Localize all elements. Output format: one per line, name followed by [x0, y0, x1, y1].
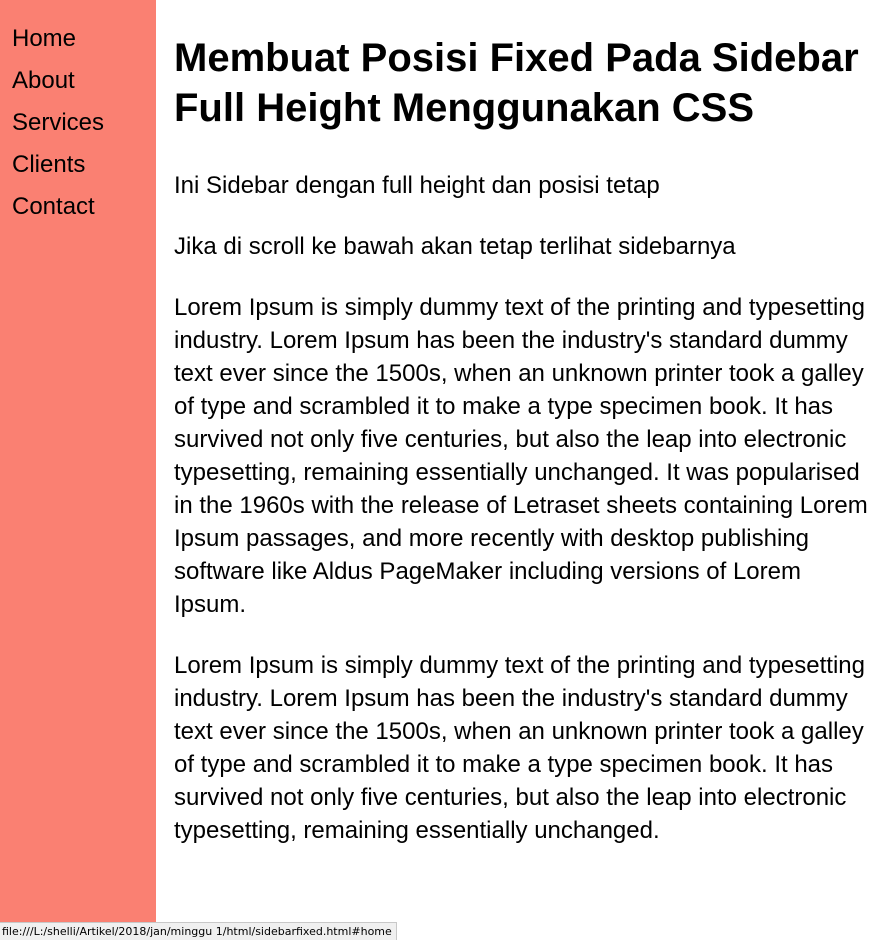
sidebar-item-home: [0, 20, 156, 62]
main-content: [174, 0, 874, 847]
sidebar-item-about: [0, 62, 156, 104]
lorem-paragraph-1: Lorem Ipsum is simply dummy text of the printing and typesetting industry. Lorem Ipsum has been the industry's standard dummy text ever since the 1500s, when an unknown printer took a galley of type and scrambled it to make a type specimen book. It has survived not only five centuries, but also the leap into electronic typesetting, remaining essentially unchanged. It was popularised in the 1960s with the release of Letraset sheets containing Lorem Ipsum passages, and more recently with desktop publishing software like Aldus PageMaker including versions of Lorem Ipsum.: [174, 294, 868, 618]
sidebar-item-clients: [0, 146, 156, 188]
sidebar-link-home[interactable]: Home: [12, 25, 77, 52]
sidebar-menu: [0, 0, 156, 230]
sidebar-link-about[interactable]: About: [12, 67, 75, 94]
sidebar-item-contact: [0, 188, 156, 230]
sidebar-link-clients[interactable]: Clients: [12, 151, 86, 178]
lorem-paragraph-2: Lorem Ipsum is simply dummy text of the printing and typesetting industry. Lorem Ipsum has been the industry's standard dummy text ever since the 1500s, when an unknown printer took a galley of type and scrambled it to make a type specimen book. It has survived not only five centuries, but also the leap into electronic typesetting, remaining essentially unchanged.: [174, 652, 865, 844]
intro-paragraph: Ini Sidebar dengan full height dan posisi tetap: [174, 172, 660, 199]
sidebar-item-services: [0, 104, 156, 146]
sidebar-link-contact[interactable]: Contact: [12, 193, 95, 220]
status-bar-url: file:///L:/shelli/Artikel/2018/jan/minggu 1/html/sidebarfixed.html#home: [0, 922, 397, 940]
sidebar-link-services[interactable]: Services: [12, 109, 105, 136]
page-title: Membuat Posisi Fixed Pada Sidebar Full Height Menggunakan CSS: [174, 36, 859, 130]
sidebar: [0, 0, 156, 939]
scroll-note-paragraph: Jika di scroll ke bawah akan tetap terlihat sidebarnya: [174, 233, 736, 260]
